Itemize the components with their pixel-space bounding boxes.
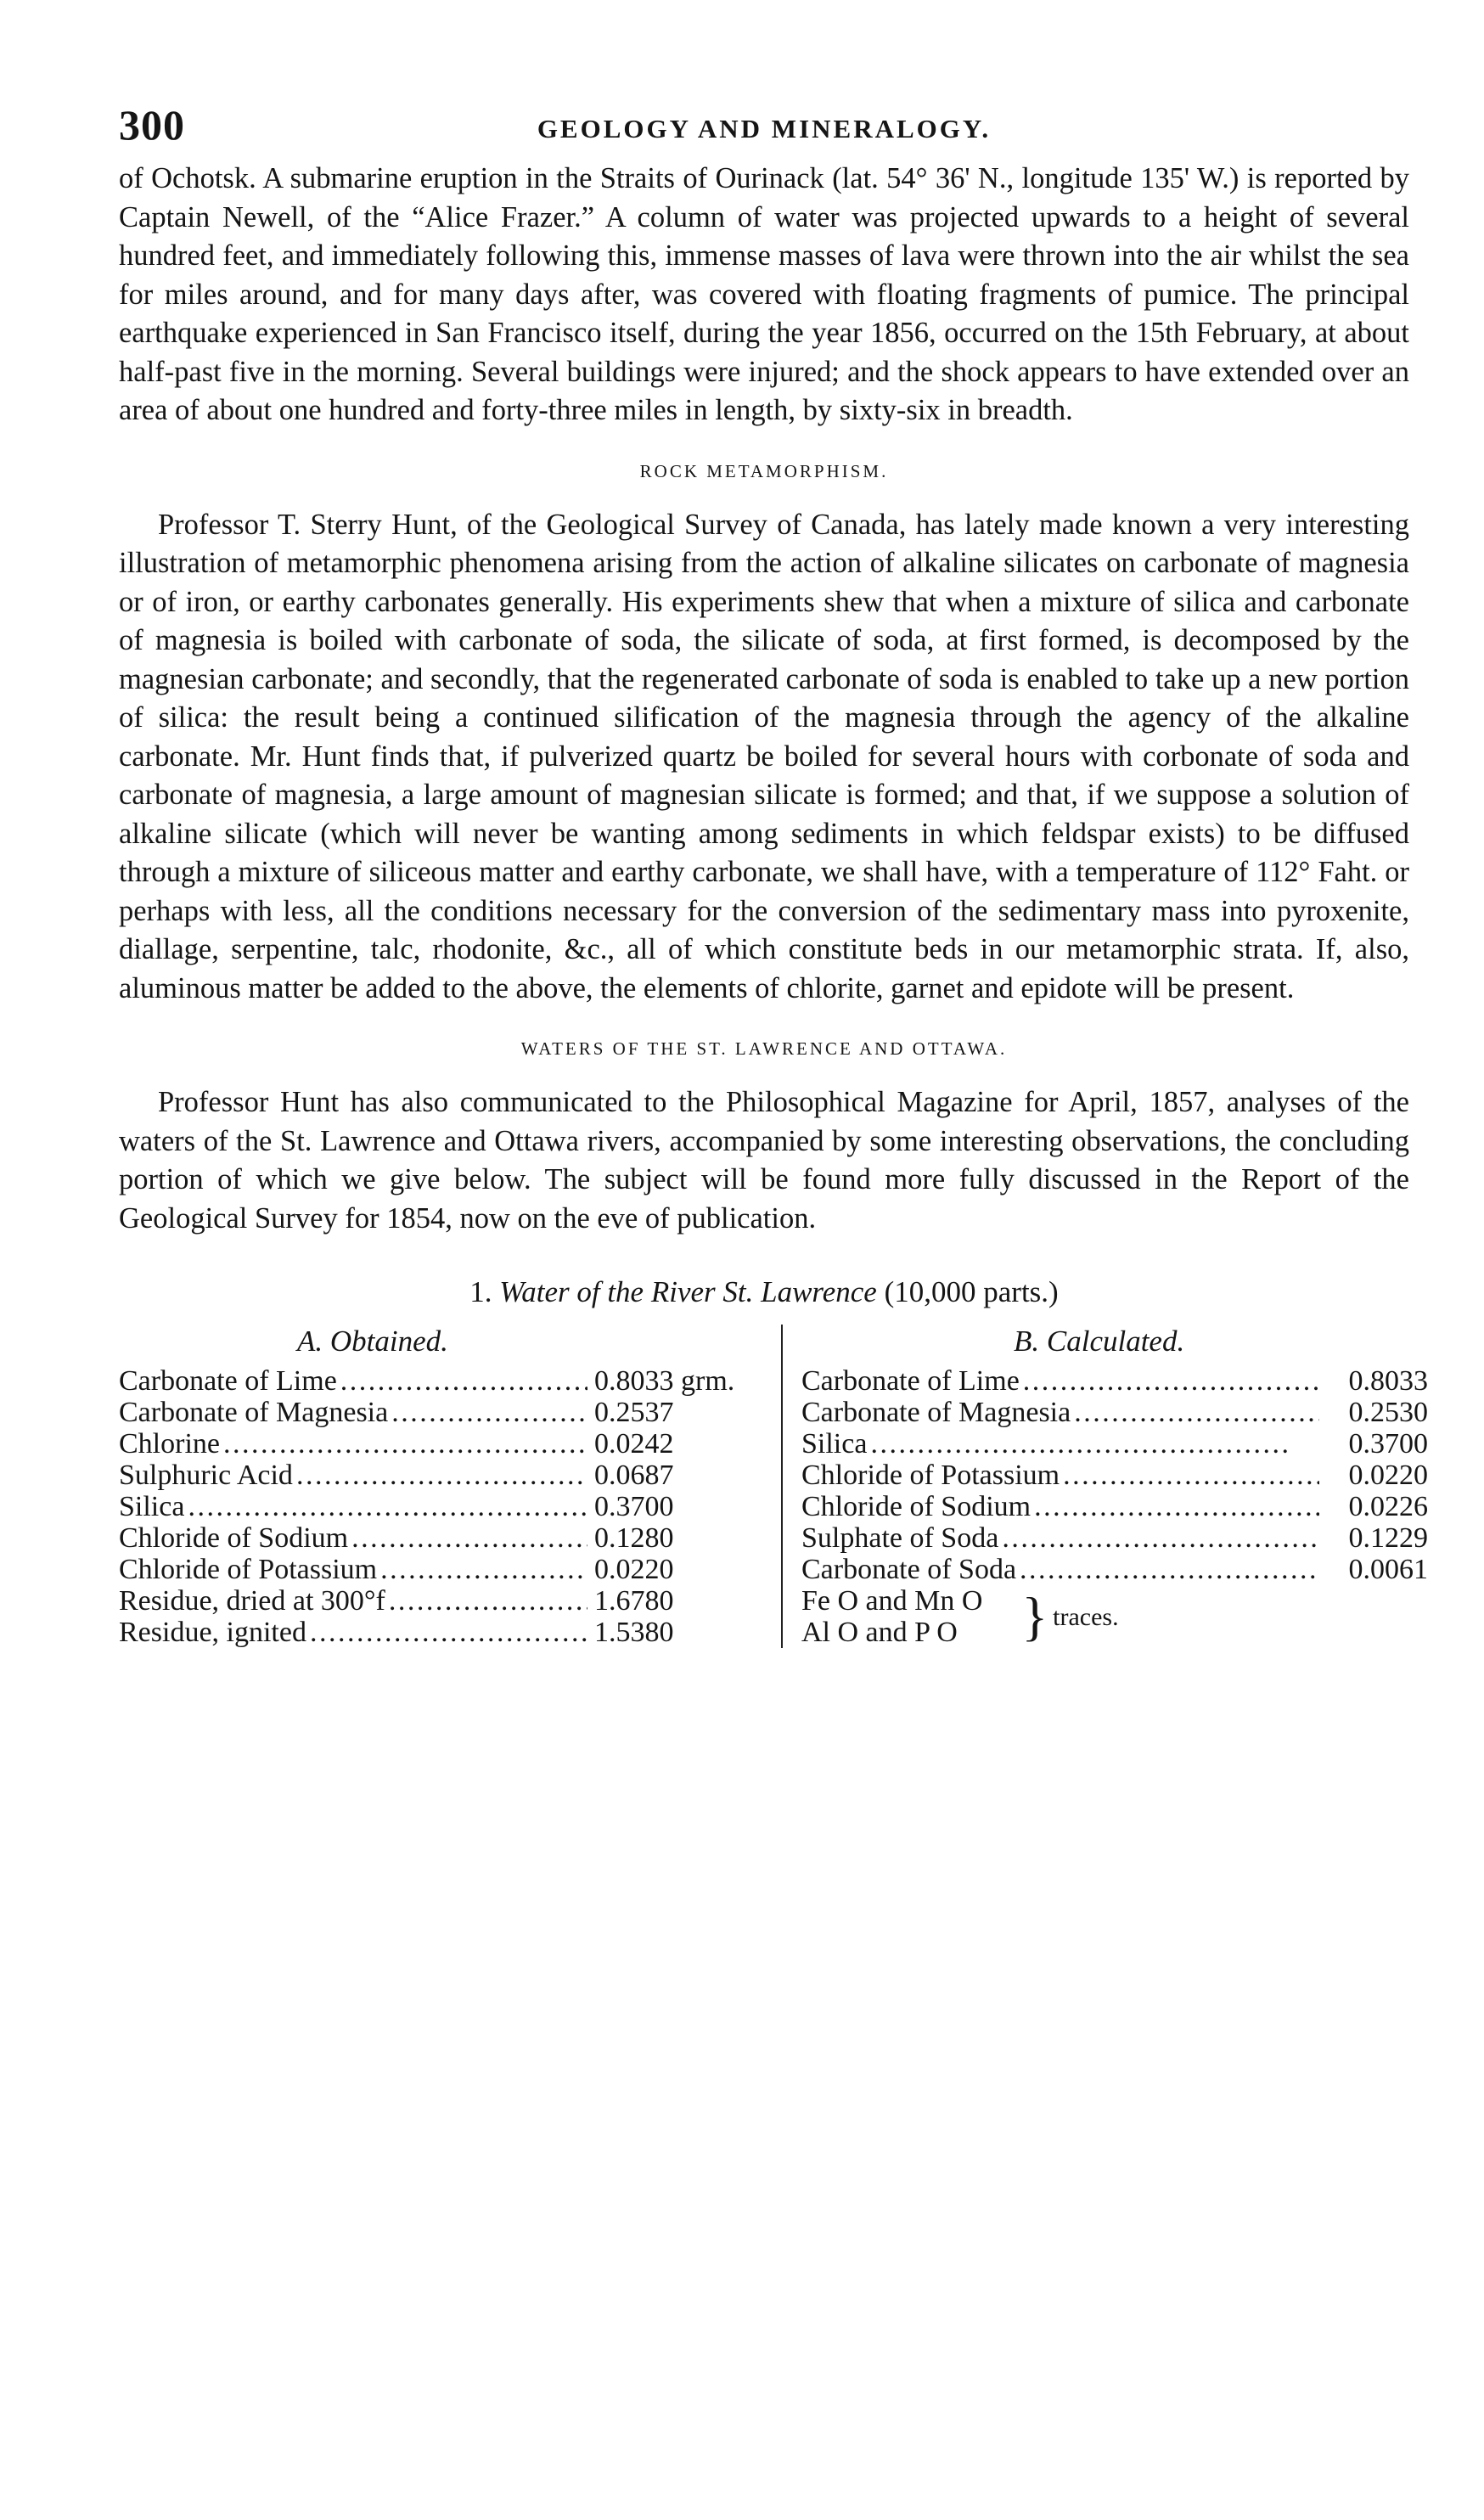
row-name: Chloride of Sodium (119, 1522, 349, 1554)
table-title (119, 1275, 1409, 1309)
dot-leader (351, 1522, 587, 1554)
table-row (119, 1522, 764, 1554)
row-name: Chloride of Potassium (801, 1460, 1060, 1491)
paragraph-rock-metamorphism: Professor T. Sterry Hunt, of the Geological Survey of Canada, has lately made known a very interesting illustration of metamorphic phenomena arising from the action of alkaline silicates on carbonate of magnesia or of iron, or earthy carbonates generally. His experiments shew that when a mixture of silica and carbonate of magnesia is boiled with carbonate of soda, the silicate of soda, at first formed, is decomposed by the magnesian carbonate; and secondly, that the regenerated carbonate of soda is enabled to take up a new portion of silica: the result being a continued silification of the magnesia through the agency of the alkaline carbonate. Mr. Hunt finds that, if pulverized quartz be boiled for several hours with corbonate of soda and carbonate of magnesia, a large amount of magnesian silicate is formed; and that, if we suppose a solution of alkaline silicate (which will never be wanting among sediments in which feldspar exists) to be diffused through a mixture of siliceous matter and earthy carbonate, we shall have, with a temperature of 112° Faht. or perhaps with less, all the conditions necessary for the conversion of the sedimentary mass into pyroxenite, diallage, serpentine, talc, rhodonite, &c., all of which constitute beds in our metamorphic strata. If, also, aluminous matter be added to the above, the elements of chlorite, garnet and epidote will be present. (119, 508, 1409, 1004)
calculated-column (783, 1325, 1428, 1648)
row-name: Carbonate of Soda (801, 1554, 1017, 1585)
dot-leader (223, 1428, 587, 1460)
row-value: 0.3700 (1348, 1428, 1428, 1460)
traces-item: Fe O and Mn O (801, 1585, 983, 1617)
calculated-rows (801, 1365, 1428, 1585)
paragraph-continued: of Ochotsk. A submarine eruption in the Straits of Ourinack (lat. 54° 36' N., longitude 135' W.) is reported by Captain Newell, of the “Alice Frazer.” A column of water was projected upwards to a height of several hundred feet, and immediately following this, immense masses of lava were thrown into the air whilst the sea for miles around, and for many days after, was covered with floating fragments of pumice. The principal earthquake experienced in San Francisco itself, during the year 1856, occurred on the 15th February, at about half-past five in the morning. Several buildings were injured; and the shock appears to have extended over an area of about one hundred and forty-three miles in length, by sixty-six in breadth. (119, 162, 1409, 426)
row-value: 0.1229 (1348, 1522, 1428, 1554)
brace-symbol: } (1021, 1586, 1048, 1646)
row-value: 0.0061 (1348, 1554, 1428, 1585)
dot-leader (1002, 1522, 1319, 1554)
row-name: Residue, ignited (119, 1617, 306, 1648)
traces-items (801, 1585, 982, 1648)
dot-leader (340, 1365, 587, 1397)
row-name: Sulphate of Soda (801, 1522, 999, 1554)
row-name: Carbonate of Magnesia (119, 1397, 389, 1428)
dot-leader (380, 1554, 587, 1585)
row-name: Silica (801, 1428, 868, 1460)
row-value: 0.2530 (1348, 1397, 1428, 1428)
obtained-rows (119, 1365, 764, 1648)
table-row (801, 1365, 1428, 1397)
traces-item: Al O and P O (801, 1617, 958, 1648)
running-head (119, 100, 1409, 160)
section-heading-rock-metamorphism: ROCK METAMORPHISM. (639, 460, 889, 481)
calculated-heading: B. Calculated. (1014, 1325, 1185, 1358)
table-title-rest: (10,000 parts.) (884, 1275, 1059, 1308)
dot-leader (870, 1428, 1319, 1460)
dot-leader (1074, 1397, 1319, 1428)
dot-leader (188, 1491, 587, 1522)
obtained-column (119, 1325, 783, 1648)
row-name: Carbonate of Magnesia (801, 1397, 1071, 1428)
obtained-heading: A. Obtained. (297, 1325, 448, 1358)
row-value: 0.8033 (1348, 1365, 1428, 1397)
dot-leader (310, 1617, 587, 1648)
table-title-italic: Water of the River St. Lawrence (499, 1275, 877, 1308)
dot-leader (1063, 1460, 1319, 1491)
table-row (801, 1491, 1428, 1522)
running-title: GEOLOGY AND MINERALOGY. (537, 114, 992, 143)
table-title-number: 1. (469, 1275, 492, 1308)
table-row (801, 1460, 1428, 1491)
row-value: 0.2537 (594, 1397, 674, 1428)
row-name: Chlorine (119, 1428, 220, 1460)
row-value: 0.0242 (594, 1428, 674, 1460)
row-name: Carbonate of Lime (119, 1365, 337, 1397)
dot-leader (1020, 1554, 1319, 1585)
row-name: Chloride of Potassium (119, 1554, 378, 1585)
table-row (119, 1460, 764, 1491)
row-value: 0.8033 grm. (594, 1365, 735, 1397)
page-number: 300 (119, 101, 185, 149)
table-row (119, 1491, 764, 1522)
row-name: Silica (119, 1491, 185, 1522)
row-value: 0.0220 (1348, 1460, 1428, 1491)
table-row (801, 1428, 1428, 1460)
row-name: Carbonate of Lime (801, 1365, 1020, 1397)
dot-leader (296, 1460, 587, 1491)
page (119, 100, 1428, 1648)
analysis-tables (119, 1325, 1428, 1648)
paragraph-waters: Professor Hunt has also communicated to the Philosophical Magazine for April, 1857, analyses of the waters of the St. Lawrence and Ottawa rivers, accompanied by some interesting observations, the concluding portion of which we give below. The subject will be found more fully discussed in the Report of the Geological Survey for 1854, now on the eve of publication. (119, 1086, 1409, 1235)
table-row (119, 1397, 764, 1428)
row-value: 0.0220 (594, 1554, 674, 1585)
table-row (801, 1522, 1428, 1554)
dot-leader (391, 1397, 587, 1428)
table-row (801, 1554, 1428, 1585)
row-name: Residue, dried at 300°f (119, 1585, 385, 1617)
table-row (119, 1428, 764, 1460)
row-value: 1.6780 (594, 1585, 674, 1617)
row-value: 0.1280 (594, 1522, 674, 1554)
row-name: Chloride of Sodium (801, 1491, 1031, 1522)
row-value: 0.3700 (594, 1491, 674, 1522)
traces-group (801, 1585, 1428, 1648)
table-row (801, 1397, 1428, 1428)
table-row (119, 1617, 764, 1648)
table-row (119, 1365, 764, 1397)
table-row (119, 1585, 764, 1617)
dot-leader (1034, 1491, 1319, 1522)
section-heading-waters: WATERS OF THE ST. LAWRENCE AND OTTAWA. (520, 1038, 1008, 1059)
traces-label: traces. (1053, 1602, 1119, 1631)
row-value: 0.0687 (594, 1460, 674, 1491)
dot-leader (1023, 1365, 1319, 1397)
row-value: 0.0226 (1348, 1491, 1428, 1522)
row-name: Sulphuric Acid (119, 1460, 293, 1491)
dot-leader (389, 1585, 587, 1617)
table-row (119, 1554, 764, 1585)
row-value: 1.5380 (594, 1617, 674, 1648)
